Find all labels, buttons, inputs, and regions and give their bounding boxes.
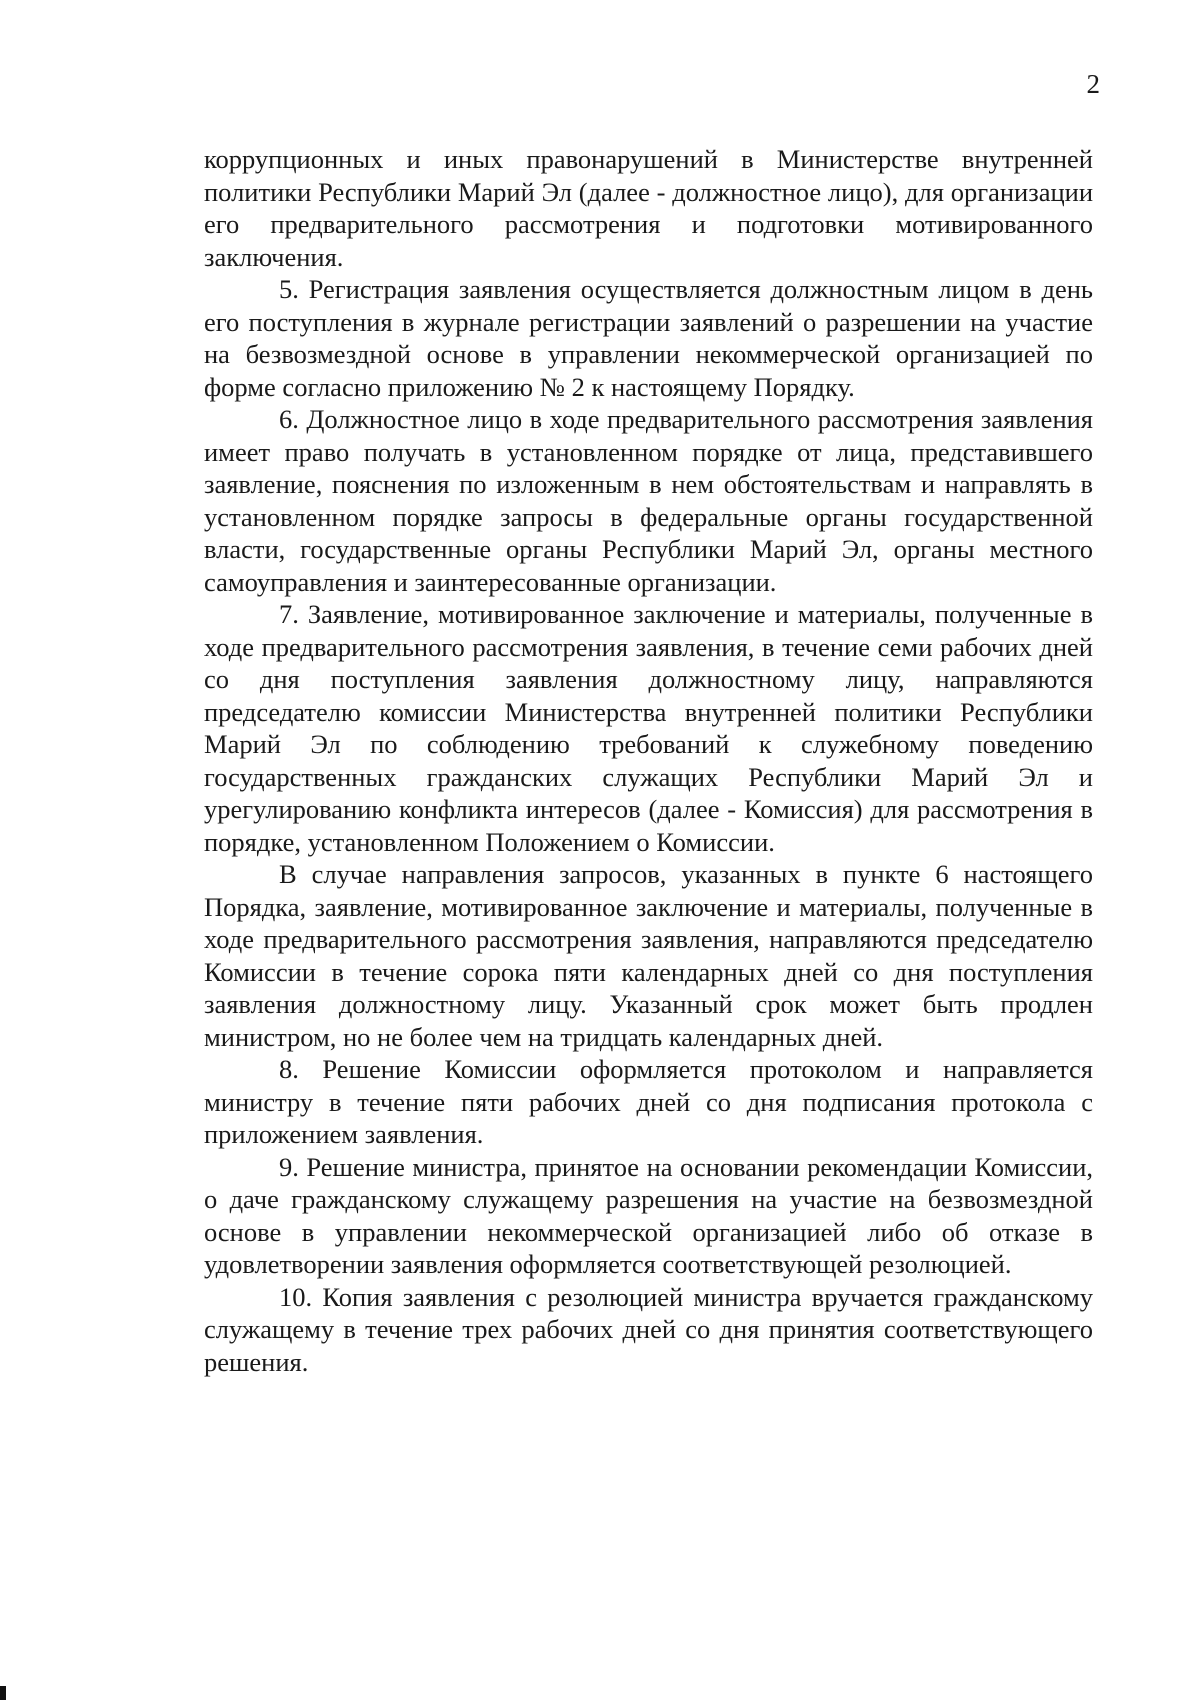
paragraph-item-6: 6. Должностное лицо в ходе предварительного рассмотрения заявления имеет право получать в установленном порядке от лица, представившего заявление, пояснения по изложенным в нем обстоятельствам и направлять в установленном порядке запросы в федеральные органы государственной власти, государственные органы Республики Марий Эл, органы местного самоуправления и заинтересованные организации. (204, 404, 1093, 597)
paragraph-item-10: 10. Копия заявления с резолюцией министра вручается гражданскому служащему в течение трех рабочих дней со дня принятия соответствующего решения. (204, 1281, 1093, 1377)
paragraph-item-9: 9. Решение министра, принятое на основании рекомендации Комиссии, о даче гражданскому служащему разрешения на участие на безвозмездной основе в управлении некоммерческой организацией либо об отказе в удовлетворении заявления оформляется соответствующей резолюцией. (204, 1151, 1093, 1279)
document-body (204, 143, 1093, 1378)
paragraph-continuation: коррупционных и иных правонарушений в Министерстве внутренней политики Республики Марий Эл (далее - должностное лицо), для организации его предварительного рассмотрения и подготовки мотивированного заключения. (204, 144, 1093, 272)
paragraph-item-7-continued: В случае направления запросов, указанных в пункте 6 настоящего Порядка, заявление, мотивированное заключение и материалы, полученные в ходе предварительного рассмотрения заявления, направляются председателю Комиссии в течение сорока пяти календарных дней со дня поступления заявления должностному лицу. Указанный срок может быть продлен министром, но не более чем на тридцать календарных дней. (204, 859, 1093, 1052)
paragraph-item-8: 8. Решение Комиссии оформляется протоколом и направляется министру в течение пяти рабочих дней со дня подписания протокола с приложением заявления. (204, 1054, 1093, 1149)
paragraph-item-5: 5. Регистрация заявления осуществляется должностным лицом в день его поступления в журнале регистрации заявлений о разрешении на участие на безвозмездной основе в управлении некоммерческой организацией по форме согласно приложению № 2 к настоящему Порядку. (204, 274, 1093, 402)
page-number: 2 (1086, 69, 1100, 99)
paragraph-item-7: 7. Заявление, мотивированное заключение и материалы, полученные в ходе предварительного рассмотрения заявления, в течение семи рабочих дней со дня поступления заявления должностному лицу, направляются председателю комиссии Министерства внутренней политики Республики Марий Эл по соблюдению требований к служебному поведению государственных гражданских служащих Республики Марий Эл и урегулированию конфликта интересов (далее - Комиссия) для рассмотрения в порядке, установленном Положением о Комиссии. (204, 599, 1093, 857)
scan-edge-mark (0, 1686, 6, 1700)
